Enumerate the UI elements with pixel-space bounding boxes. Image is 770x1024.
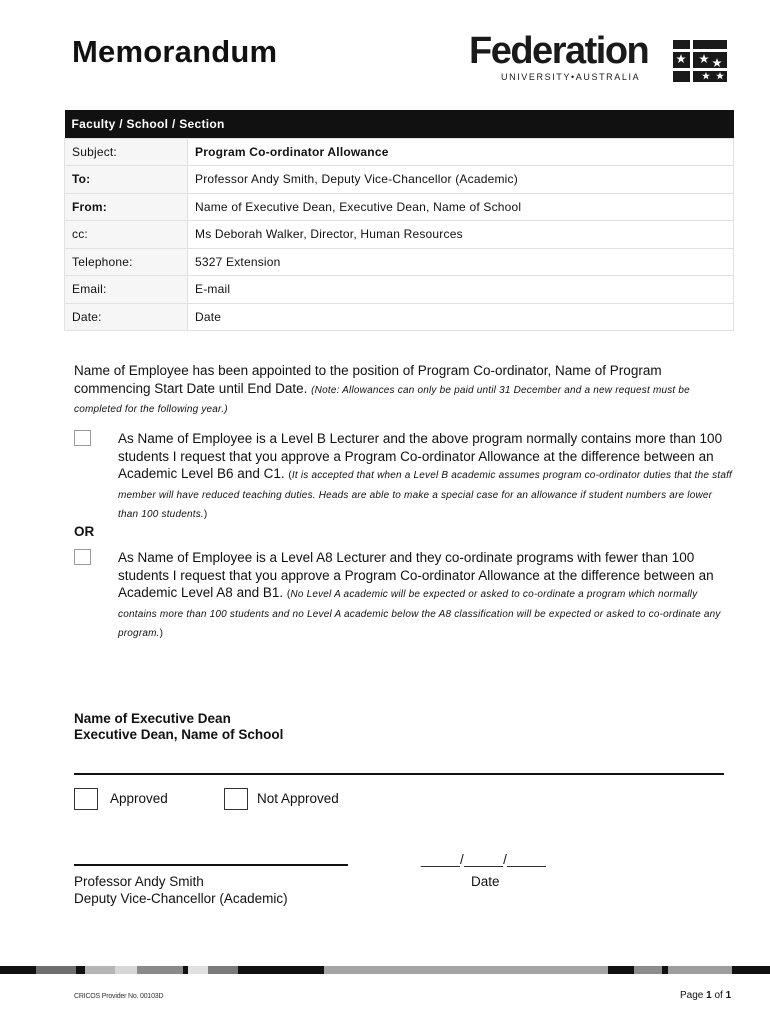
cricos-provider-number: CRICOS Provider No. 00103D [74,993,164,1000]
memo-details-table [64,110,734,331]
date-value: Date [188,303,734,331]
approved-checkbox[interactable] [74,788,98,810]
not-approved-label: Not Approved [257,791,339,806]
email-value: E-mail [188,276,734,304]
email-label: Email: [65,276,188,304]
table-row [65,193,734,221]
to-label: To: [65,166,188,194]
telephone-value: 5327 Extension [188,248,734,276]
option-level-a8-paragraph [118,549,734,643]
subject-value: Program Co-ordinator Allowance [188,138,734,166]
option-level-b-checkbox[interactable] [74,430,91,446]
executive-dean-position: Executive Dean, Name of School [74,727,284,742]
footer-decorative-strip [0,966,770,974]
cc-value: Ms Deborah Walker, Director, Human Resources [188,221,734,249]
or-separator: OR [74,524,95,539]
approved-label: Approved [110,791,168,806]
option-level-b-note-close: ) [203,509,208,520]
signature-line[interactable] [74,864,348,866]
page-total: 1 [725,990,732,1001]
intro-text: Name of Employee has been appointed to the position of Program Co-ordinator, Name of Program commencing Start Date until End Date. [74,363,662,396]
option-level-a8-note-close: ) [159,628,164,639]
option-level-a8-checkbox[interactable] [74,549,91,565]
page-number [680,990,731,1001]
table-row [65,166,734,194]
date-label-cell: Date: [65,303,188,331]
intro-note: (Note: Allowances can only be paid until 31 December and a new request must be completed for the following year.) [74,384,690,415]
table-row [65,221,734,249]
table-row [65,276,734,304]
logo-subtitle: UNIVERSITY•AUSTRALIA [501,72,641,82]
faculty-school-section-heading: Faculty / School / Section [65,110,734,138]
table-row [65,303,734,331]
intro-paragraph [74,362,734,419]
date-input-blanks[interactable]: _____/_____/_____ [421,852,547,867]
date-caption: Date [471,874,500,889]
option-level-b-paragraph [118,430,734,524]
telephone-label: Telephone: [65,248,188,276]
option-level-a8-text: As Name of Employee is a Level A8 Lecturer and they co-ordinate programs with fewer than 100 students I request that you approve a Program Co-ordinator Allowance at the difference between an Academic Level A8 and B1. [118,550,714,600]
page-prefix: Page [680,990,707,1001]
page-of: of [711,990,726,1001]
logo-flag-icon [673,40,727,82]
section-divider [74,773,724,775]
option-level-b-note-open: ( [288,470,292,481]
executive-dean-name: Name of Executive Dean [74,711,231,726]
table-heading-row [65,110,734,138]
memo-title: Memorandum [72,34,278,69]
not-approved-checkbox[interactable] [224,788,248,810]
executive-dean-signatory [74,711,283,743]
subject-label: Subject: [65,138,188,166]
to-value: Professor Andy Smith, Deputy Vice-Chancellor (Academic) [188,166,734,194]
logo-wordmark: Federation [469,30,649,72]
table-row [65,138,734,166]
approver-name: Professor Andy Smith [74,874,204,889]
option-level-a8-note: No Level A academic will be expected or asked to co-ordinate a program which normally contains more than 100 students and no Level A academic below the A8 classification will be expected or asked to co-ordinate any program. [118,589,721,639]
from-value: Name of Executive Dean, Executive Dean, Name of School [188,193,734,221]
option-level-b-text: As Name of Employee is a Level B Lecturer and the above program normally contains more than 100 students I request that you approve a Program Co-ordinator Allowance at the difference between an Academic Level B6 and C1. [118,431,723,481]
option-level-a8-note-open: ( [286,589,291,600]
federation-university-logo [469,30,727,86]
option-level-b-note: It is accepted that when a Level B academic assumes program co-ordinator duties that the staff member will have reduced teaching duties. Heads are able to make a special case for an allowance if student numbers are lower than 100 students. [118,470,733,520]
from-label: From: [65,193,188,221]
cc-label: cc: [65,221,188,249]
page-current: 1 [706,990,712,1001]
approver-block [74,874,288,907]
approver-title: Deputy Vice-Chancellor (Academic) [74,890,288,906]
table-row [65,248,734,276]
